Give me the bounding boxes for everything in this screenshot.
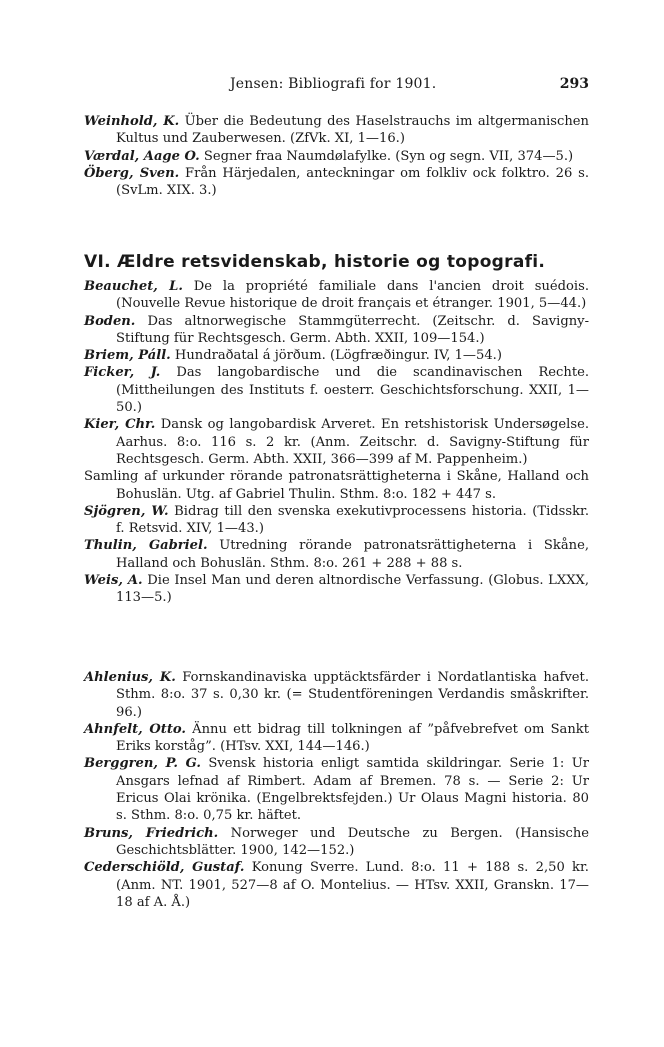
entries-section bbox=[84, 278, 589, 607]
entry-text: De la propriété familiale dans l'ancien droit suédois. (Nouvelle Revue historique de droit français et étranger. 1901, 5—44.) bbox=[116, 279, 589, 312]
bibliography-entry bbox=[84, 572, 589, 607]
entry-text: Hundraðatal á jörðum. (Lögfræðingur. IV, 1—54.) bbox=[174, 348, 502, 364]
running-head bbox=[84, 76, 589, 96]
bibliography-entry bbox=[84, 755, 589, 824]
bibliography-entry bbox=[84, 148, 589, 165]
entry-text: Samling af urkunder rörande patronatsrättigheterna i Skåne, Halland och Bohuslän. Utg. af Gabriel Thulin. Sthm. 8:o. 182 + 447 s. bbox=[84, 469, 589, 502]
entry-author: Ficker, J. bbox=[84, 365, 161, 381]
entry-text: Från Härjedalen, anteckningar om folkliv ock folktro. 26 s. (SvLm. XIX. 3.) bbox=[116, 165, 589, 199]
entry-author: Thulin, Gabriel. bbox=[84, 538, 208, 554]
page-number: 293 bbox=[559, 76, 589, 92]
entry-text: Dansk og langobardisk Arveret. En retshistorisk Undersøgelse. Aarhus. 8:o. 116 s. 2 kr. (Anm. Zeitschr. d. Savigny-Stiftung für Rechtsgesch. Germ. Abth. XXII, 366—399 af M. Pappenheim.) bbox=[116, 417, 589, 467]
entry-author: Ahlenius, K. bbox=[84, 670, 176, 685]
entry-text: Svensk historia enligt samtida skildringar. Serie 1: Ur Ansgars lefnad af Rimbert. Adam af Bremen. 78 s. — Serie 2: Ur Ericus Olai krönika. (Engelbrektsfejden.) Ur Olaus Magni historia. 80 s. Sthm. 8:o. 0,75 kr. häftet. bbox=[116, 756, 589, 824]
entry-text: Utredning rörande patronatsrättigheterna i Skåne, Halland och Bohuslän. Sthm. 8:o. 261 + 288 + 88 s. bbox=[116, 538, 589, 571]
running-title: Jensen: Bibliografi for 1901. bbox=[230, 76, 437, 92]
bibliography-entry bbox=[84, 537, 589, 572]
bibliography-entry bbox=[84, 825, 589, 860]
entry-text: Die Insel Man und deren altnordische Verfassung. (Globus. LXXX, 113—5.) bbox=[116, 573, 590, 606]
bibliography-entry bbox=[84, 347, 589, 364]
bibliography-entry bbox=[84, 113, 589, 148]
entry-author: Boden. bbox=[84, 313, 136, 329]
bibliography-entry bbox=[84, 503, 589, 538]
entry-text: Das altnorwegische Stammgüterrecht. (Zeitschr. d. Savigny-Stiftung für Rechtsgesch. Germ. Abth. XXII, 109—154.) bbox=[116, 313, 589, 346]
bibliography-entry bbox=[84, 416, 589, 468]
entry-author: Bruns, Friedrich. bbox=[84, 825, 219, 841]
entry-text: Das langobardische und die scandinavischen Rechte. (Mittheilungen des Instituts f. oesterr. Geschichtsforschung. XXII, 1—50.) bbox=[116, 365, 589, 416]
entry-text: Ännu ett bidrag till tolkningen af ”påfvebrefvet om Sankt Eriks korståg”. (HTsv. XXI, 144—146.) bbox=[116, 721, 589, 755]
bibliography-entry bbox=[84, 278, 589, 313]
entry-author: Weinhold, K. bbox=[84, 114, 180, 129]
entry-author: Ahnfelt, Otto. bbox=[84, 721, 186, 737]
entry-text: Konung Sverre. Lund. 8:o. 11 + 188 s. 2,50 kr. (Anm. NT. 1901, 527—8 af O. Montelius. — HTsv. XXII, Granskn. 17—18 af A. Å.) bbox=[116, 860, 589, 910]
entry-text: Über die Bedeutung des Haselstrauchs im altgermanischen Kultus und Zauberwesen. (ZfVk. XI, 1—16.) bbox=[116, 114, 589, 147]
entry-text: Bidrag till den svenska exekutivprocessens historia. (Tidsskr. f. Retsvid. XIV, 1—43.) bbox=[116, 503, 589, 537]
entries-bottom bbox=[84, 669, 589, 911]
entry-author: Cederschiöld, Gustaf. bbox=[84, 860, 245, 876]
entry-author: Öberg, Sven. bbox=[84, 165, 180, 181]
bibliography-entry bbox=[84, 669, 589, 721]
entry-author: Værdal, Aage O. bbox=[84, 148, 200, 164]
bibliography-entry bbox=[84, 313, 589, 348]
bibliography-entry bbox=[84, 859, 589, 911]
bibliography-entry bbox=[84, 721, 589, 756]
entry-text: Segner fraa Naumdølafylke. (Syn og segn. VII, 374—5.) bbox=[203, 148, 574, 164]
entry-author: Kier, Chr. bbox=[84, 417, 156, 433]
entry-author: Sjögren, W. bbox=[84, 503, 169, 519]
entry-author: Beauchet, L. bbox=[84, 279, 183, 294]
bibliography-entry bbox=[84, 468, 589, 503]
entry-author: Weis, A. bbox=[84, 573, 143, 589]
entries-top bbox=[84, 113, 589, 199]
section-heading: VI. Ældre retsvidenskab, historie og topografi. bbox=[84, 252, 546, 272]
bibliography-entry bbox=[84, 364, 589, 416]
entry-author: Briem, Páll. bbox=[84, 348, 171, 364]
bibliography-entry bbox=[84, 165, 589, 200]
entry-text: Fornskandinaviska upptäcktsfärder i Nordatlantiska hafvet. Sthm. 8:o. 37 s. 0,30 kr. (= Studentföreningen Verdandis småskrifter. 96.) bbox=[116, 670, 589, 720]
entry-text: Norweger und Deutsche zu Bergen. (Hansische Geschichtsblätter. 1900, 142—152.) bbox=[116, 825, 590, 858]
entry-author: Berggren, P. G. bbox=[84, 756, 201, 772]
